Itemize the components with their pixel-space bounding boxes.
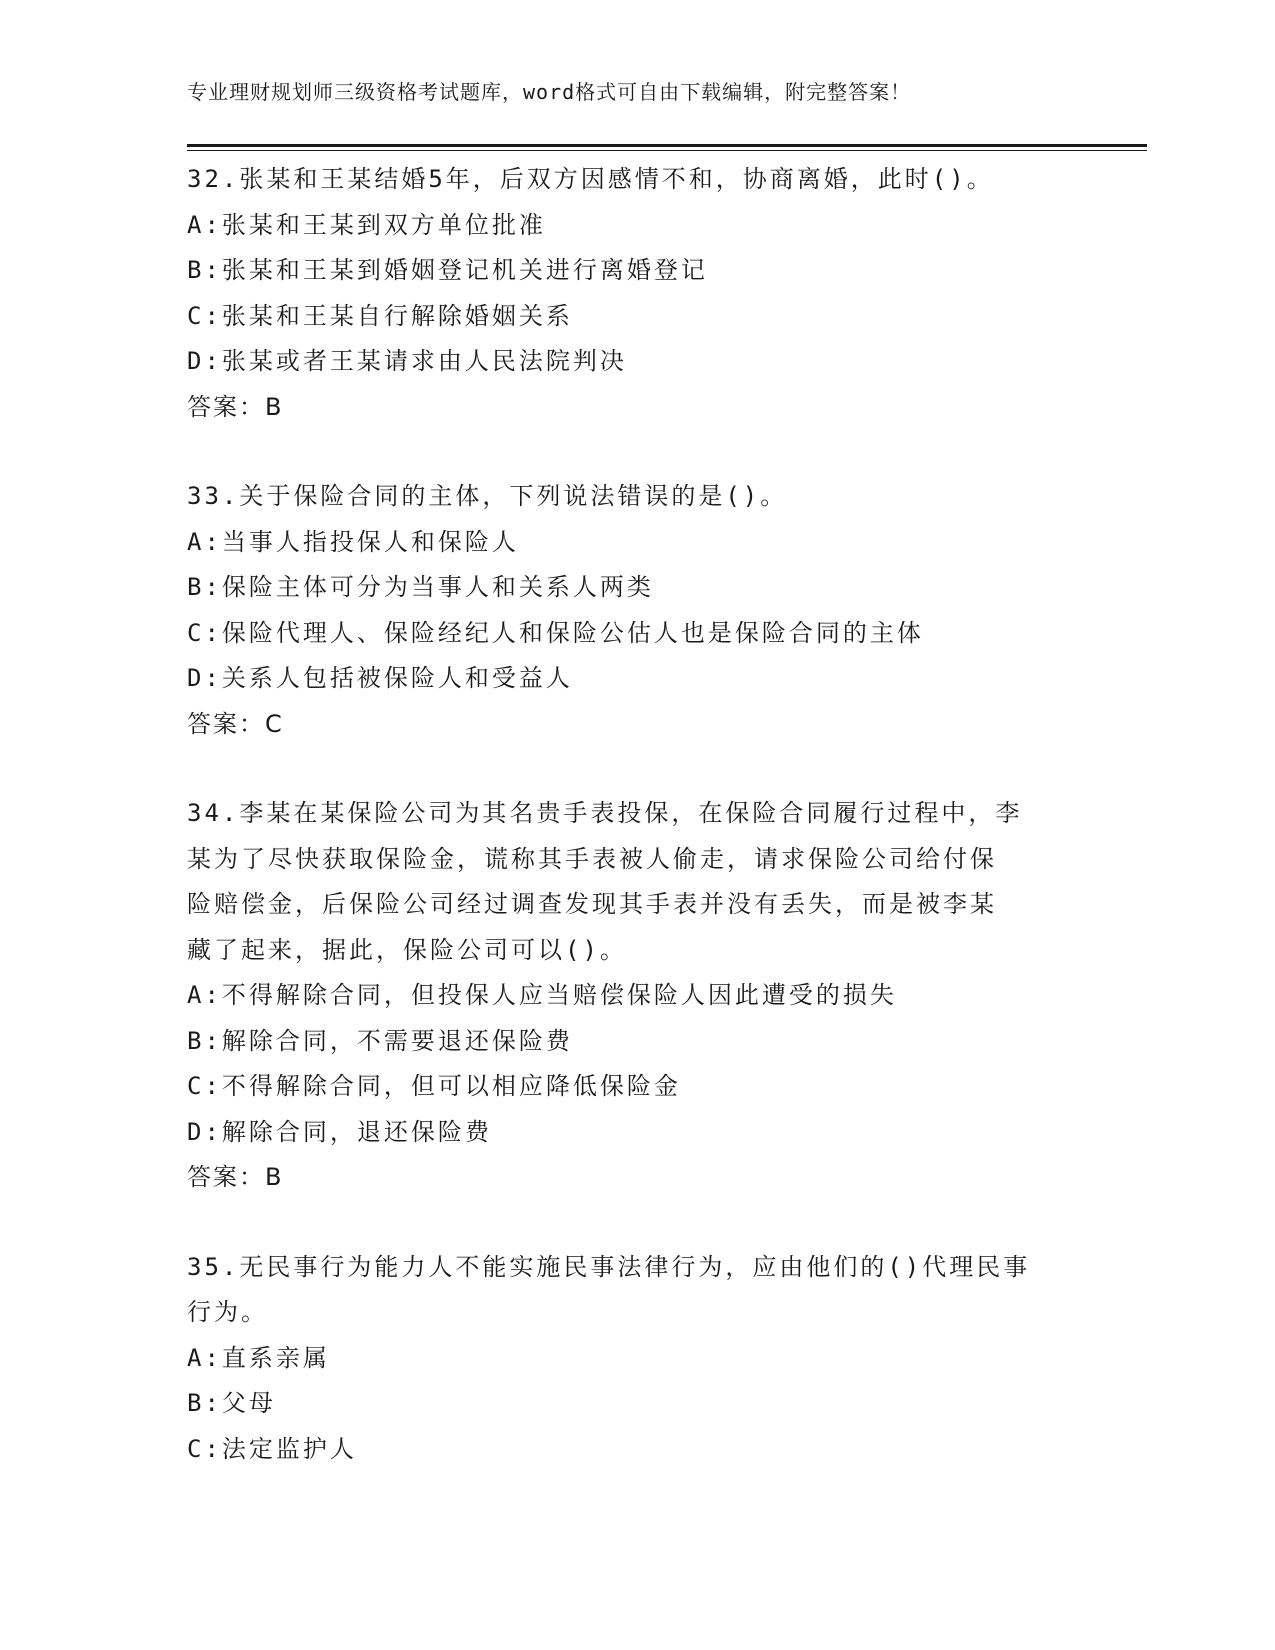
question-33 [187,474,1067,747]
option-b: B:解除合同，不需要退还保险费 [187,1026,573,1055]
option-c: C:张某和王某自行解除婚姻关系 [187,301,573,330]
question-stem-line: 藏了起来，据此，保险公司可以()。 [187,935,627,964]
page-header: 专业理财规划师三级资格考试题库，word格式可自由下载编辑，附完整答案！ [187,80,912,104]
option-d: D:张某或者王某请求由人民法院判决 [187,347,627,375]
option-b: B:张某和王某到婚姻登记机关进行离婚登记 [187,256,708,284]
option-c: C:保险代理人、保险经纪人和保险公估人也是保险合同的主体 [187,618,924,647]
option-b: B:保险主体可分为当事人和关系人两类 [187,573,654,601]
question-stem: 33.关于保险合同的主体，下列说法错误的是()。 [187,482,788,510]
option-a: A:不得解除合同，但投保人应当赔偿保险人因此遭受的损失 [187,981,897,1009]
option-c: C:法定监护人 [187,1434,357,1463]
answer-label: 答案：B [187,392,284,421]
question-stem-line: 34.李某在某保险公司为其名贵手表投保，在保险合同履行过程中，李 [187,799,1023,827]
option-c: C:不得解除合同，但可以相应降低保险金 [187,1072,681,1100]
header-rule-thin [187,150,1147,151]
question-32 [187,157,1067,430]
option-a: A:当事人指投保人和保险人 [187,527,519,556]
option-a: A:直系亲属 [187,1343,330,1372]
answer-label: 答案：C [187,709,284,738]
question-stem-line: 某为了尽快获取保险金，谎称其手表被人偷走，请求保险公司给付保 [187,844,997,873]
option-d: D:关系人包括被保险人和受益人 [187,664,573,692]
header-rule-thick [187,144,1147,147]
option-d: D:解除合同，退还保险费 [187,1117,492,1146]
question-stem-line: 35.无民事行为能力人不能实施民事法律行为，应由他们的()代理民事 [187,1252,1031,1281]
question-34 [187,791,1067,1201]
question-stem-line: 行为。 [187,1298,268,1326]
answer-label: 答案：B [187,1163,284,1191]
option-b: B:父母 [187,1389,276,1417]
question-stem-line: 险赔偿金，后保险公司经过调查发现其手表并没有丢失，而是被李某 [187,890,997,918]
question-list [187,157,1067,1516]
question-stem: 32.张某和王某结婚5年，后双方因感情不和，协商离婚，此时()。 [187,165,994,193]
question-35 [187,1245,1067,1473]
option-a: A:张某和王某到双方单位批准 [187,210,546,239]
